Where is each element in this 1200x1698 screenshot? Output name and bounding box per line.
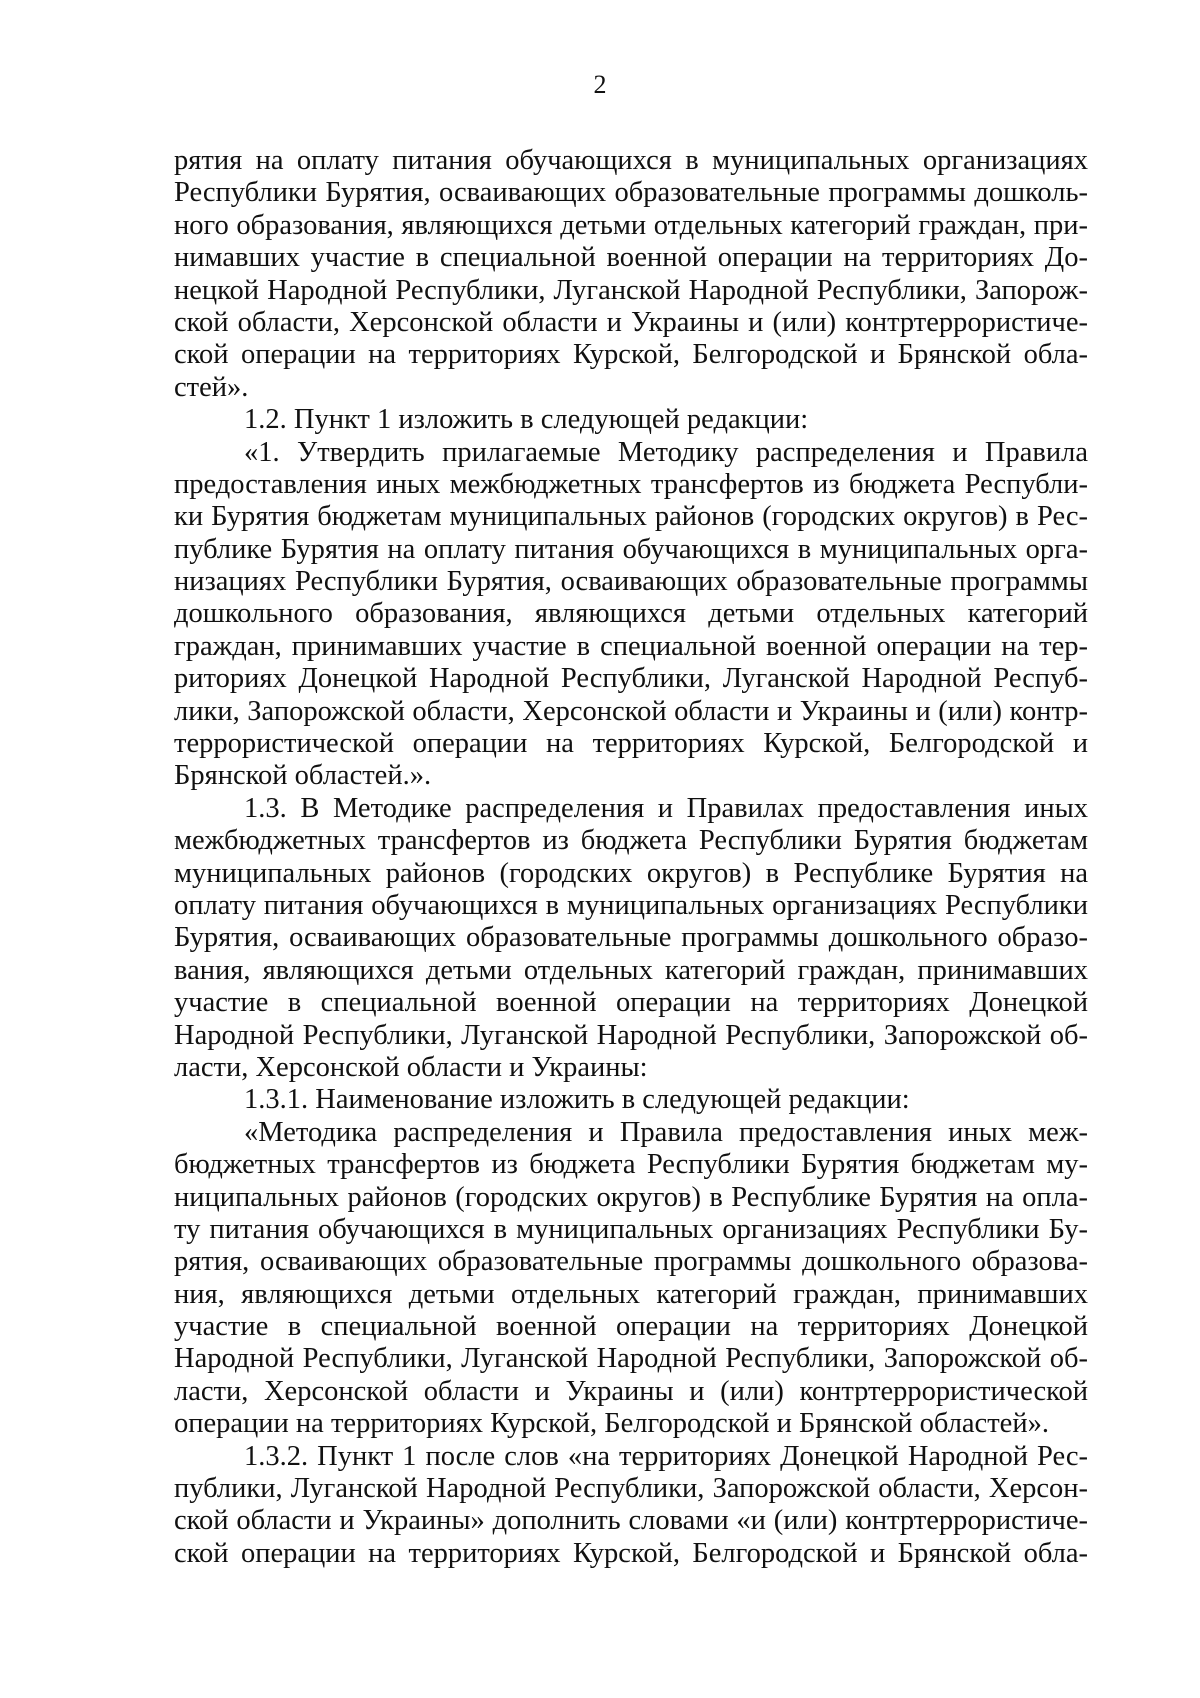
- text-line: стей».: [174, 371, 249, 403]
- text-line: муниципальных районов (городских округов) в Республике Бурятия на: [174, 857, 1088, 889]
- text-line: участие в специальной военной операции на территориях Донецкой: [174, 1311, 1088, 1343]
- text-line: риториях Донецкой Народной Республики, Луганской Народной Респуб-: [174, 663, 1088, 695]
- text-line: ния, являющихся детьми отдельных категорий граждан, принимавших: [174, 1278, 1088, 1310]
- text-line: 1.3. В Методике распределения и Правилах предоставления иных: [244, 792, 1088, 824]
- text-line: Бурятия, осваивающих образовательные программы дошкольного образо-: [174, 922, 1088, 954]
- text-line: публике Бурятия на оплату питания обучающихся в муниципальных орга-: [174, 533, 1088, 565]
- text-line: Народной Республики, Луганской Народной Республики, Запорожской об-: [174, 1343, 1088, 1375]
- text-line: нимавших участие в специальной военной операции на территориях До-: [174, 242, 1088, 274]
- text-line: публики, Луганской Народной Республики, Запорожской области, Херсон-: [174, 1473, 1088, 1505]
- text-line: рятия, осваивающих образовательные программы дошкольного образова-: [174, 1246, 1088, 1278]
- text-line: межбюджетных трансфертов из бюджета Республики Бурятия бюджетам: [174, 825, 1088, 857]
- text-line: ки Бурятия бюджетам муниципальных районов (городских округов) в Рес-: [174, 501, 1088, 533]
- text-line: лики, Запорожской области, Херсонской области и Украины и (или) контр-: [174, 695, 1088, 727]
- text-line: 1.3.2. Пункт 1 после слов «на территориях Донецкой Народной Рес-: [244, 1440, 1088, 1472]
- text-line: ласти, Херсонской области и Украины:: [174, 1051, 648, 1083]
- text-line: бюджетных трансфертов из бюджета Республики Бурятия бюджетам му-: [174, 1149, 1088, 1181]
- text-line: граждан, принимавших участие в специальной военной операции на тер-: [174, 630, 1088, 662]
- text-line: «Методика распределения и Правила предоставления иных меж-: [244, 1116, 1088, 1148]
- text-line: ской области и Украины» дополнить словами «и (или) контртеррористиче-: [174, 1505, 1088, 1537]
- page-number: 2: [593, 70, 607, 99]
- text-line: низациях Республики Бурятия, осваивающих образовательные программы: [174, 566, 1088, 598]
- text-line: террористической операции на территориях Курской, Белгородской и: [174, 728, 1088, 760]
- text-line: нецкой Народной Республики, Луганской Народной Республики, Запорож-: [174, 274, 1088, 306]
- text-line: ской операции на территориях Курской, Белгородской и Брянской обла-: [174, 339, 1088, 371]
- text-line: ской операции на территориях Курской, Белгородской и Брянской обла-: [174, 1537, 1088, 1569]
- text-line: ласти, Херсонской области и Украины и (или) контртеррористической: [174, 1375, 1088, 1407]
- text-line: участие в специальной военной операции на территориях Донецкой: [174, 987, 1088, 1019]
- text-line: рятия на оплату питания обучающихся в муниципальных организациях: [174, 145, 1088, 176]
- text-line: ской области, Херсонской области и Украины и (или) контртеррористиче-: [174, 306, 1088, 338]
- text-line: ного образования, являющихся детьми отдельных категорий граждан, при-: [174, 209, 1088, 241]
- text-line: ниципальных районов (городских округов) в Республике Бурятия на опла-: [174, 1181, 1088, 1213]
- text-line: операции на территориях Курской, Белгородской и Брянской областей».: [174, 1408, 1049, 1440]
- document-body: [174, 145, 1088, 1570]
- text-line: Брянской областей.».: [174, 760, 432, 792]
- text-line: 1.3.1. Наименование изложить в следующей редакции:: [244, 1084, 910, 1116]
- text-line: 1.2. Пункт 1 изложить в следующей редакции:: [244, 404, 809, 436]
- text-line: «1. Утвердить прилагаемые Методику распределения и Правила: [244, 436, 1088, 468]
- text-line: ту питания обучающихся в муниципальных организациях Республики Бу-: [174, 1213, 1088, 1245]
- text-line: дошкольного образования, являющихся детьми отдельных категорий: [174, 598, 1088, 630]
- text-line: предоставления иных межбюджетных трансфертов из бюджета Республи-: [174, 468, 1088, 500]
- text-line: Народной Республики, Луганской Народной Республики, Запорожской об-: [174, 1019, 1088, 1051]
- text-line: оплату питания обучающихся в муниципальных организациях Республики: [174, 889, 1088, 921]
- text-line: Республики Бурятия, осваивающих образовательные программы дошколь-: [174, 177, 1088, 209]
- text-line: вания, являющихся детьми отдельных категорий граждан, принимавших: [174, 954, 1088, 986]
